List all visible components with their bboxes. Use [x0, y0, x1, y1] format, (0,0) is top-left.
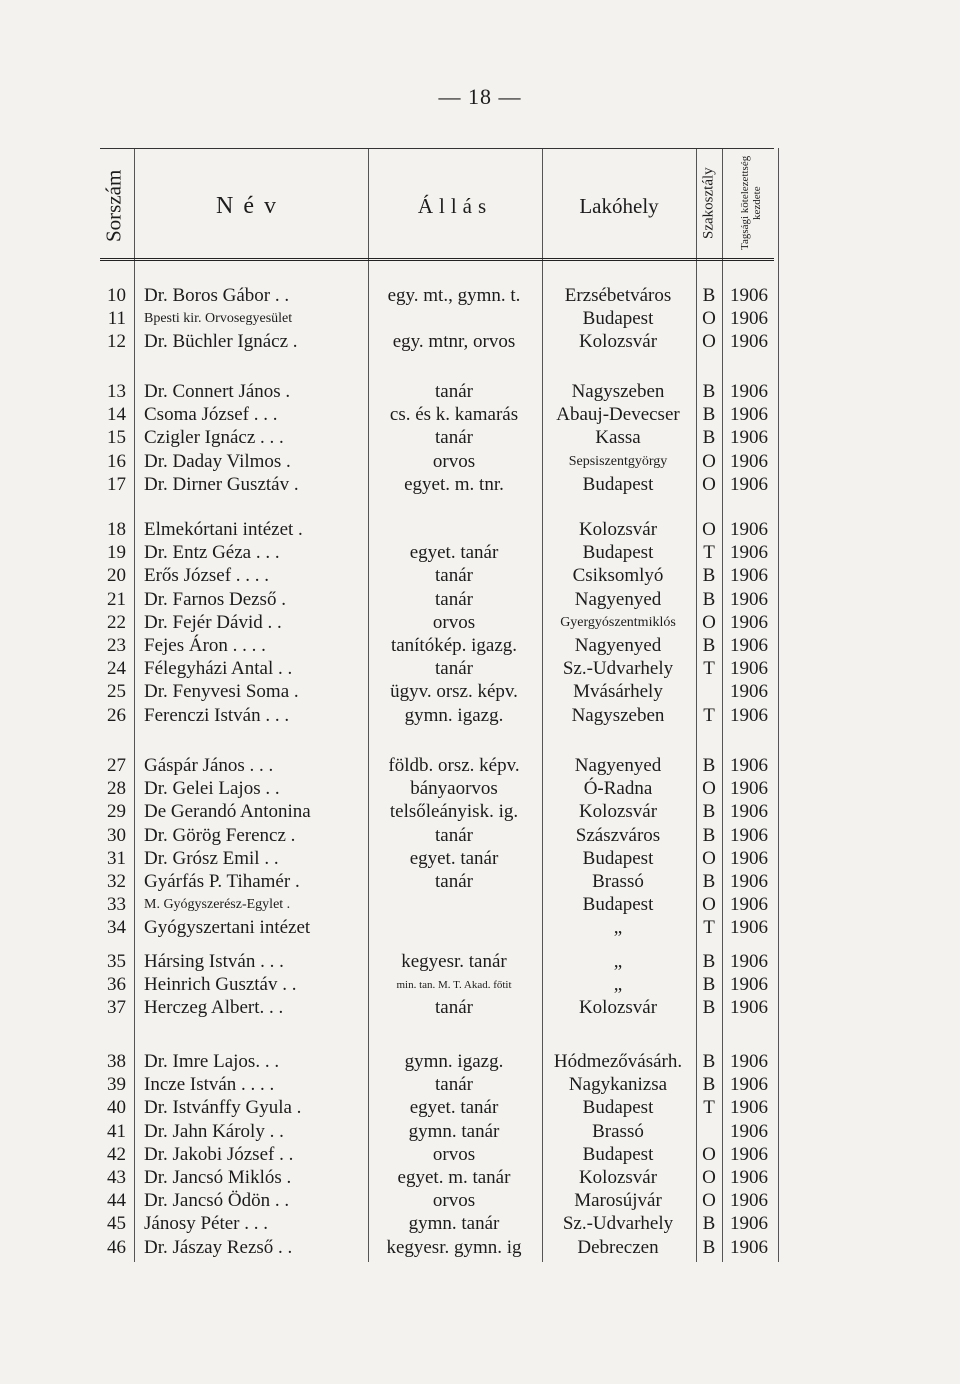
member-section: O [702, 473, 716, 495]
table-row [90, 704, 780, 728]
member-year: 1906 [730, 473, 768, 495]
member-name: Dr. Daday Vilmos . [144, 450, 291, 472]
member-year: 1906 [730, 951, 768, 972]
table-row [90, 1073, 780, 1097]
member-section: B [702, 871, 716, 892]
member-year: 1906 [730, 1120, 768, 1142]
row-number: 32 [107, 871, 126, 892]
member-residence: „ [613, 974, 623, 996]
member-section: O [702, 519, 716, 540]
member-occupation: egyet. tanár [409, 542, 499, 564]
table-row [90, 588, 780, 612]
member-name: Félegyházi Antal . . [144, 658, 293, 680]
member-name: Gyógyszertani intézet [144, 917, 311, 939]
member-year: 1906 [730, 997, 768, 1019]
row-number: 35 [107, 951, 126, 972]
member-year: 1906 [730, 1190, 768, 1212]
member-occupation: tanár [435, 1074, 473, 1096]
row-number: 38 [107, 1051, 126, 1072]
member-year: 1906 [730, 917, 768, 939]
member-section: B [702, 565, 716, 587]
member-section: B [702, 974, 716, 996]
table-row [90, 1050, 780, 1074]
member-name: Dr. Büchler Ignácz . [144, 331, 298, 353]
member-occupation: telsőleányisk. ig. [389, 801, 519, 823]
member-year: 1906 [730, 1074, 768, 1096]
member-name: Hársing István . . . [144, 951, 284, 972]
member-occupation: egy. mt., gymn. t. [387, 285, 521, 306]
header-allas: Állás [417, 193, 493, 218]
member-year: 1906 [730, 427, 768, 449]
header-nev: Név [216, 192, 286, 219]
member-section: T [703, 704, 715, 726]
member-name: Dr. Jahn Károly . . [144, 1120, 284, 1142]
row-number: 41 [107, 1120, 126, 1142]
member-year: 1906 [730, 871, 768, 892]
member-year: 1906 [730, 778, 768, 800]
table-row [90, 564, 780, 588]
member-residence: Budapest [582, 473, 654, 495]
row-number: 46 [107, 1236, 126, 1258]
member-residence: Szászváros [575, 824, 661, 846]
table-row [90, 657, 780, 681]
member-year: 1906 [730, 801, 768, 823]
member-residence: Kolozsvár [578, 801, 658, 823]
member-residence: Sz.-Udvarhely [562, 658, 674, 680]
member-section: O [702, 450, 716, 472]
member-section: T [703, 658, 715, 680]
member-occupation: tanítókép. igazg. [390, 635, 518, 656]
table-row [90, 284, 780, 308]
row-number: 24 [107, 658, 126, 680]
member-name: M. Gyógyszerész-Egylet . [144, 897, 291, 913]
member-residence: Marosújvár [574, 1190, 662, 1212]
table-row [90, 541, 780, 565]
header-top-rule [100, 148, 774, 149]
member-section: O [702, 1143, 716, 1165]
member-name: Csoma József . . . [144, 404, 278, 426]
member-residence: Budapest [582, 542, 654, 564]
row-number: 14 [107, 404, 126, 426]
member-section: O [702, 611, 716, 633]
member-residence: Sz.-Udvarhely [562, 1213, 674, 1235]
member-year: 1906 [730, 1051, 768, 1072]
row-number: 20 [107, 565, 126, 587]
member-residence: Debreczen [577, 1236, 659, 1258]
member-name: Dr. Jászay Rezső . . [144, 1236, 293, 1258]
member-occupation: egyet. tanár [409, 847, 499, 869]
table-row [90, 380, 780, 404]
member-name: Dr. Jancsó Miklós . [144, 1167, 292, 1188]
member-year: 1906 [730, 381, 768, 402]
member-residence: Nagyenyed [574, 588, 662, 610]
member-occupation: gymn. tanár [408, 1120, 500, 1142]
member-residence: Budapest [582, 894, 654, 916]
table-row [90, 777, 780, 801]
member-name: Dr. Gelei Lajos . . [144, 778, 280, 800]
row-number: 33 [107, 894, 126, 916]
member-section: T [703, 1097, 715, 1119]
member-name: Dr. Boros Gábor . . [144, 285, 290, 306]
member-residence: Budapest [582, 1097, 654, 1119]
member-occupation: tanár [435, 381, 473, 402]
member-residence: Kolozsvár [578, 519, 658, 540]
member-year: 1906 [730, 847, 768, 869]
member-name: Dr. Dirner Gusztáv . [144, 473, 299, 495]
member-occupation: cs. és k. kamarás [389, 404, 519, 426]
member-occupation: min. tan. M. T. Akad. főtit [396, 979, 512, 992]
member-section: B [702, 1236, 716, 1258]
member-name: De Gerandó Antonina [144, 801, 311, 823]
table-row [90, 824, 780, 848]
row-number: 26 [107, 704, 126, 726]
table-row [90, 1236, 780, 1260]
header-szakosztaly: Szakosztály [700, 167, 717, 239]
table-row [90, 870, 780, 894]
member-residence: Brassó [592, 871, 644, 892]
member-section: O [702, 847, 716, 869]
table-row [90, 426, 780, 450]
row-number: 30 [107, 824, 126, 846]
member-residence: Ó-Radna [583, 778, 653, 800]
member-year: 1906 [730, 681, 768, 703]
table-row [90, 1212, 780, 1236]
member-year: 1906 [730, 974, 768, 996]
row-number: 23 [107, 635, 126, 656]
row-number: 13 [107, 381, 126, 402]
member-name: Gyárfás P. Tihamér . [144, 871, 300, 892]
member-name: Czigler Ignácz . . . [144, 427, 284, 449]
table-row [90, 754, 780, 778]
member-year: 1906 [730, 824, 768, 846]
member-name: Erős József . . . . [144, 565, 270, 587]
row-number: 25 [107, 681, 126, 703]
member-name: Dr. Entz Géza . . . [144, 542, 280, 564]
member-occupation: tanár [435, 997, 473, 1019]
member-year: 1906 [730, 1143, 768, 1165]
row-number: 29 [107, 801, 126, 823]
row-number: 12 [107, 331, 126, 353]
row-number: 39 [107, 1074, 126, 1096]
member-section: T [703, 917, 715, 939]
row-number: 18 [107, 519, 126, 540]
member-section: B [702, 404, 716, 426]
member-section: O [702, 331, 716, 353]
member-residence: Kolozsvár [578, 997, 658, 1019]
row-number: 11 [107, 308, 126, 330]
member-section: T [703, 542, 715, 564]
row-number: 17 [107, 473, 126, 495]
member-section: B [702, 951, 716, 972]
member-residence: Mvásárhely [573, 681, 663, 703]
member-year: 1906 [730, 308, 768, 330]
row-number: 22 [107, 611, 126, 633]
table-row [90, 1120, 780, 1144]
member-name: Dr. Connert János . [144, 381, 291, 402]
member-name: Gáspár János . . . [144, 755, 274, 776]
member-section: B [702, 1074, 716, 1096]
header-tagsag: Tagsági kötelezettség kezdete [739, 155, 763, 251]
member-section: B [702, 1213, 716, 1235]
member-residence: Nagykanizsa [568, 1074, 668, 1096]
member-year: 1906 [730, 285, 768, 306]
member-year: 1906 [730, 635, 768, 656]
row-number: 31 [107, 847, 126, 869]
table-row [90, 307, 780, 331]
member-residence: Nagyenyed [574, 635, 662, 656]
member-name: Dr. Jancsó Ödön . . [144, 1190, 290, 1212]
member-year: 1906 [730, 704, 768, 726]
member-name: Dr. Grósz Emil . . [144, 847, 279, 869]
table-row [90, 634, 780, 658]
member-residence: Gyergyószentmiklós [560, 614, 676, 630]
member-section: B [702, 824, 716, 846]
row-number: 43 [107, 1167, 126, 1188]
member-name: Dr. Jakobi József . . [144, 1143, 294, 1165]
table-row [90, 1143, 780, 1167]
member-name: Elmekórtani intézet . [144, 519, 303, 540]
member-occupation: egyet. m. tnr. [404, 473, 504, 495]
member-section: O [702, 1167, 716, 1188]
member-name: Dr. Farnos Dezső . [144, 588, 286, 610]
member-section: B [702, 755, 716, 776]
member-occupation: tanár [435, 871, 473, 892]
table-row [90, 996, 780, 1020]
row-number: 37 [107, 997, 126, 1019]
table-row [90, 473, 780, 497]
member-occupation: orvos [432, 1143, 476, 1165]
member-residence: Nagyszeben [571, 704, 665, 726]
table-row [90, 611, 780, 635]
member-occupation: kegyesr. tanár [401, 951, 507, 972]
row-number: 15 [107, 427, 126, 449]
member-section: B [702, 635, 716, 656]
table-row [90, 973, 780, 997]
member-year: 1906 [730, 519, 768, 540]
member-year: 1906 [730, 542, 768, 564]
member-section: O [702, 778, 716, 800]
member-year: 1906 [730, 1213, 768, 1235]
member-residence: Sepsiszentgyörgy [568, 453, 668, 469]
member-name: Ferenczi István . . . [144, 704, 290, 726]
member-section: O [702, 894, 716, 916]
member-year: 1906 [730, 450, 768, 472]
member-year: 1906 [730, 755, 768, 776]
member-occupation: orvos [432, 450, 476, 472]
member-name: Bpesti kir. Orvosegyesület [144, 311, 293, 327]
member-occupation: földb. orsz. képv. [388, 755, 520, 776]
table-row [90, 893, 780, 917]
member-section: B [702, 588, 716, 610]
row-number: 44 [107, 1190, 126, 1212]
member-section: B [702, 1051, 716, 1072]
member-section: B [702, 801, 716, 823]
member-occupation: tanár [435, 824, 473, 846]
member-residence: Budapest [582, 308, 654, 330]
member-name: Dr. Görög Ferencz . [144, 824, 296, 846]
member-residence: Brassó [592, 1120, 644, 1142]
member-year: 1906 [730, 658, 768, 680]
row-number: 16 [107, 450, 126, 472]
table-row [90, 330, 780, 354]
member-name: Dr. Fenyvesi Soma . [144, 681, 299, 703]
member-occupation: tanár [435, 565, 473, 587]
member-occupation: egyet. m. tanár [397, 1167, 511, 1188]
row-number: 19 [107, 542, 126, 564]
member-residence: „ [613, 917, 623, 939]
row-number: 21 [107, 588, 126, 610]
member-year: 1906 [730, 331, 768, 353]
table-row [90, 950, 780, 974]
member-residence: Nagyenyed [574, 755, 662, 776]
member-occupation: egy. mtnr, orvos [392, 331, 516, 353]
member-residence: Kassa [595, 427, 641, 449]
member-year: 1906 [730, 1236, 768, 1258]
member-residence: „ [613, 951, 623, 972]
table-row [90, 1166, 780, 1190]
row-number: 10 [107, 285, 126, 306]
member-occupation: bányaorvos [410, 778, 498, 800]
table-row [90, 847, 780, 871]
row-number: 36 [107, 974, 126, 996]
row-number: 28 [107, 778, 126, 800]
member-name: Heinrich Gusztáv . . [144, 974, 297, 996]
member-residence: Nagyszeben [571, 381, 665, 402]
member-section: B [702, 285, 716, 306]
member-occupation: tanár [435, 427, 473, 449]
member-occupation: kegyesr. gymn. ig [386, 1236, 522, 1258]
row-number: 34 [107, 917, 126, 939]
member-occupation: orvos [432, 611, 476, 633]
member-occupation: gymn. tanár [408, 1213, 500, 1235]
member-residence: Kolozsvár [578, 331, 658, 353]
table-row [90, 403, 780, 427]
header-lakohely: Lakóhely [579, 193, 659, 218]
row-number: 45 [107, 1213, 126, 1235]
row-number: 40 [107, 1097, 126, 1119]
table-row [90, 1189, 780, 1213]
member-name: Jánosy Péter . . . [144, 1213, 269, 1235]
member-year: 1906 [730, 404, 768, 426]
table-row [90, 1096, 780, 1120]
member-year: 1906 [730, 588, 768, 610]
member-name: Herczeg Albert. . . [144, 997, 284, 1019]
member-residence: Budapest [582, 847, 654, 869]
page-number: — 18 — [438, 84, 522, 109]
member-name: Fejes Áron . . . . [144, 635, 266, 656]
member-occupation: orvos [432, 1190, 476, 1212]
member-table [90, 140, 780, 1262]
member-occupation: tanár [435, 658, 473, 680]
member-occupation: egyet. tanár [409, 1097, 499, 1119]
member-section: B [702, 997, 716, 1019]
row-number: 42 [107, 1143, 126, 1165]
header-bottom-rule [100, 258, 774, 261]
member-occupation: gymn. igazg. [404, 1051, 504, 1072]
table-row [90, 800, 780, 824]
member-residence: Abauj-Devecser [556, 404, 680, 426]
table-row [90, 518, 780, 542]
member-name: Dr. Imre Lajos. . . [144, 1051, 280, 1072]
member-occupation: gymn. igazg. [404, 704, 504, 726]
member-section: O [702, 308, 716, 330]
member-section: B [702, 427, 716, 449]
member-residence: Hódmezővásárh. [553, 1051, 683, 1072]
member-name: Dr. Istvánffy Gyula . [144, 1097, 302, 1119]
member-section: O [702, 1190, 716, 1212]
member-year: 1906 [730, 1167, 768, 1188]
member-name: Incze István . . . . [144, 1074, 275, 1096]
member-name: Dr. Fejér Dávid . . [144, 611, 282, 633]
table-row [90, 450, 780, 474]
member-year: 1906 [730, 1097, 768, 1119]
member-residence: Csiksomlyó [572, 565, 664, 587]
member-residence: Kolozsvár [578, 1167, 658, 1188]
table-row [90, 680, 780, 704]
table-row [90, 916, 780, 940]
member-year: 1906 [730, 565, 768, 587]
member-occupation: tanár [435, 588, 473, 610]
member-year: 1906 [730, 611, 768, 633]
member-residence: Erzsébetváros [564, 285, 672, 306]
header-sorszam: Sorszám [101, 169, 126, 243]
member-occupation: ügyv. orsz. képv. [390, 681, 518, 703]
row-number: 27 [107, 755, 126, 776]
member-section: B [702, 381, 716, 402]
member-residence: Budapest [582, 1143, 654, 1165]
member-year: 1906 [730, 894, 768, 916]
